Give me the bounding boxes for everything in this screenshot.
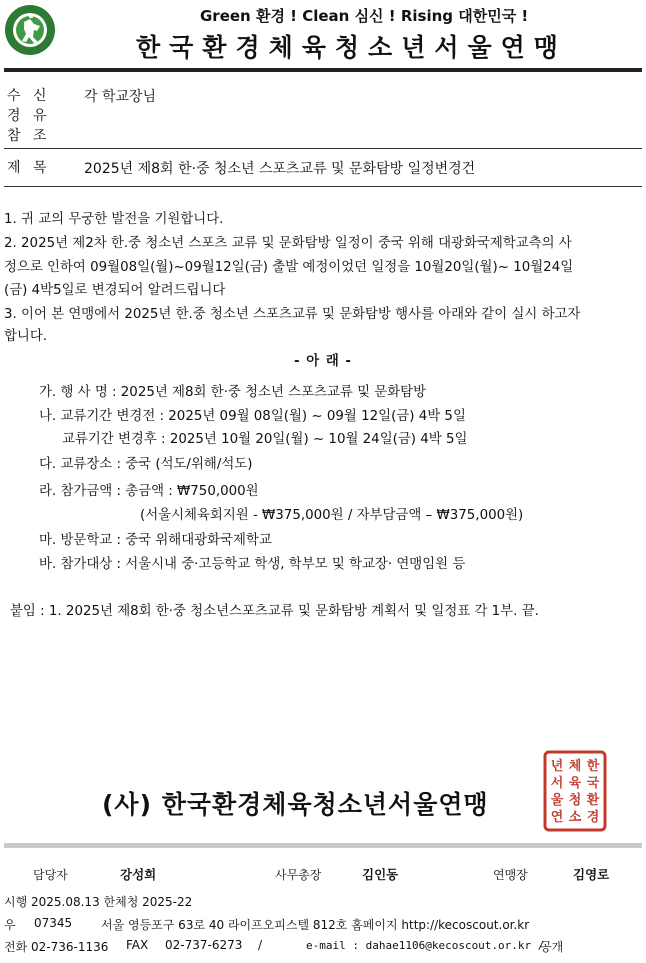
association-logo <box>4 4 56 56</box>
paragraph-3-line-1: 3. 이어 본 연맹에서 2025년 한.중 청소년 스포츠교류 및 문화탐방 행사를 아래와 같이 실시 하고자 <box>4 307 581 322</box>
subject-divider <box>4 186 642 187</box>
org-title: 한국환경체육청소년서울연맹 <box>136 33 567 62</box>
separator: / <box>258 938 263 952</box>
svg-text:육: 육 <box>568 776 582 791</box>
item-ma: 마. 방문학교 : 중국 위해대광화국제학교 <box>39 533 272 548</box>
item-ga: 가. 행 사 명 : 2025년 제8회 한·중 청소년 스포츠교류 및 문화탐방 <box>39 385 427 400</box>
svg-text:년: 년 <box>550 759 564 774</box>
svg-text:연: 연 <box>550 810 564 825</box>
item-ra: 라. 참가금액 : 총금액 : ₩750,000원 <box>39 484 259 499</box>
recipient-divider <box>4 148 642 149</box>
chair-label: 연맹장 <box>493 868 528 882</box>
paragraph-2-line-2: 정으로 인하여 09월08일(월)~09월12일(금) 출발 예정이었던 일정을 10월20일(월)~ 10월24일 <box>4 260 574 275</box>
issuer-name: (사) 한국환경체육청소년서울연맹 <box>102 790 489 819</box>
paragraph-3-line-2: 합니다. <box>4 329 48 344</box>
svg-text:서: 서 <box>550 776 564 791</box>
svg-text:울: 울 <box>550 793 564 808</box>
fax-label: FAX <box>126 938 149 952</box>
chair-name: 김영로 <box>573 867 610 882</box>
enforcement-line: 시행 2025.08.13 한체청 2025-22 <box>4 895 193 909</box>
footer-divider <box>4 843 642 848</box>
attachment-note: 붙임 : 1. 2025년 제8회 한·중 청소년스포츠교류 및 문화탐방 계획서 및 일정표 각 1부. 끝. <box>10 604 539 619</box>
svg-text:청: 청 <box>568 793 582 808</box>
paragraph-2-line-3: (금) 4박5일로 변경되어 알려드립니다 <box>4 283 226 298</box>
secretary-label: 사무총장 <box>275 868 322 882</box>
item-da: 다. 교류장소 : 중국 (석도/위해/석도) <box>39 457 253 472</box>
handler-label: 담당자 <box>33 868 68 882</box>
notice-title: - 아 래 - <box>294 354 352 369</box>
paragraph-2-line-1: 2. 2025년 제2차 한.중 청소년 스포츠 교류 및 문화탐방 일정이 중국 위해 대광화국제학교측의 사 <box>4 236 572 251</box>
subject-value: 2025년 제8회 한·중 청소년 스포츠교류 및 문화탐방 일정변경건 <box>84 161 476 177</box>
svg-text:소: 소 <box>568 810 582 825</box>
email-address[interactable]: e-mail : dahae1106@kecoscout.or.kr / <box>306 939 545 952</box>
header-divider <box>4 68 642 72</box>
svg-text:환: 환 <box>586 793 600 808</box>
svg-text:한: 한 <box>586 759 600 774</box>
item-na-before: 나. 교류기간 변경전 : 2025년 09월 08일(월) ~ 09월 12일(금) 4박 5일 <box>39 409 466 424</box>
public-status: 공개 <box>540 940 564 954</box>
secretary-name: 김인동 <box>362 867 399 882</box>
handler-name: 강성희 <box>120 867 157 882</box>
official-seal <box>543 750 607 832</box>
zip-label: 우 <box>4 918 16 932</box>
zip-code: 07345 <box>34 916 73 930</box>
svg-text:체: 체 <box>568 759 582 774</box>
to-label: 수 신 <box>7 88 51 104</box>
slogan: Green 환경 ! Clean 심신 ! Rising 대한민국 ! <box>200 7 529 25</box>
phone-number: 전화 02-736-1136 <box>4 940 109 954</box>
svg-text:국: 국 <box>586 776 600 791</box>
via-label: 경 유 <box>7 108 51 124</box>
svg-text:경: 경 <box>586 810 600 825</box>
address-homepage: 서울 영등포구 63로 40 라이프오피스텔 812호 홈페이지 http://kecoscout.or.kr <box>101 918 530 932</box>
ref-label: 참 조 <box>7 128 51 144</box>
item-na-after: 교류기간 변경후 : 2025년 10월 20일(월) ~ 10월 24일(금) 4박 5일 <box>62 432 468 447</box>
to-value: 각 학교장님 <box>84 89 157 105</box>
item-ba: 바. 참가대상 : 서울시내 중·고등학교 학생, 학부모 및 학교장· 연맹임원 등 <box>39 557 466 572</box>
subject-label: 제 목 <box>7 160 51 176</box>
fax-number: 02-737-6273 <box>165 938 243 952</box>
paragraph-1: 1. 귀 교의 무궁한 발전을 기원합니다. <box>4 212 224 227</box>
item-ra-detail: (서울시체육회지원 - ₩375,000원 / 자부담금액 – ₩375,000원) <box>140 508 524 523</box>
